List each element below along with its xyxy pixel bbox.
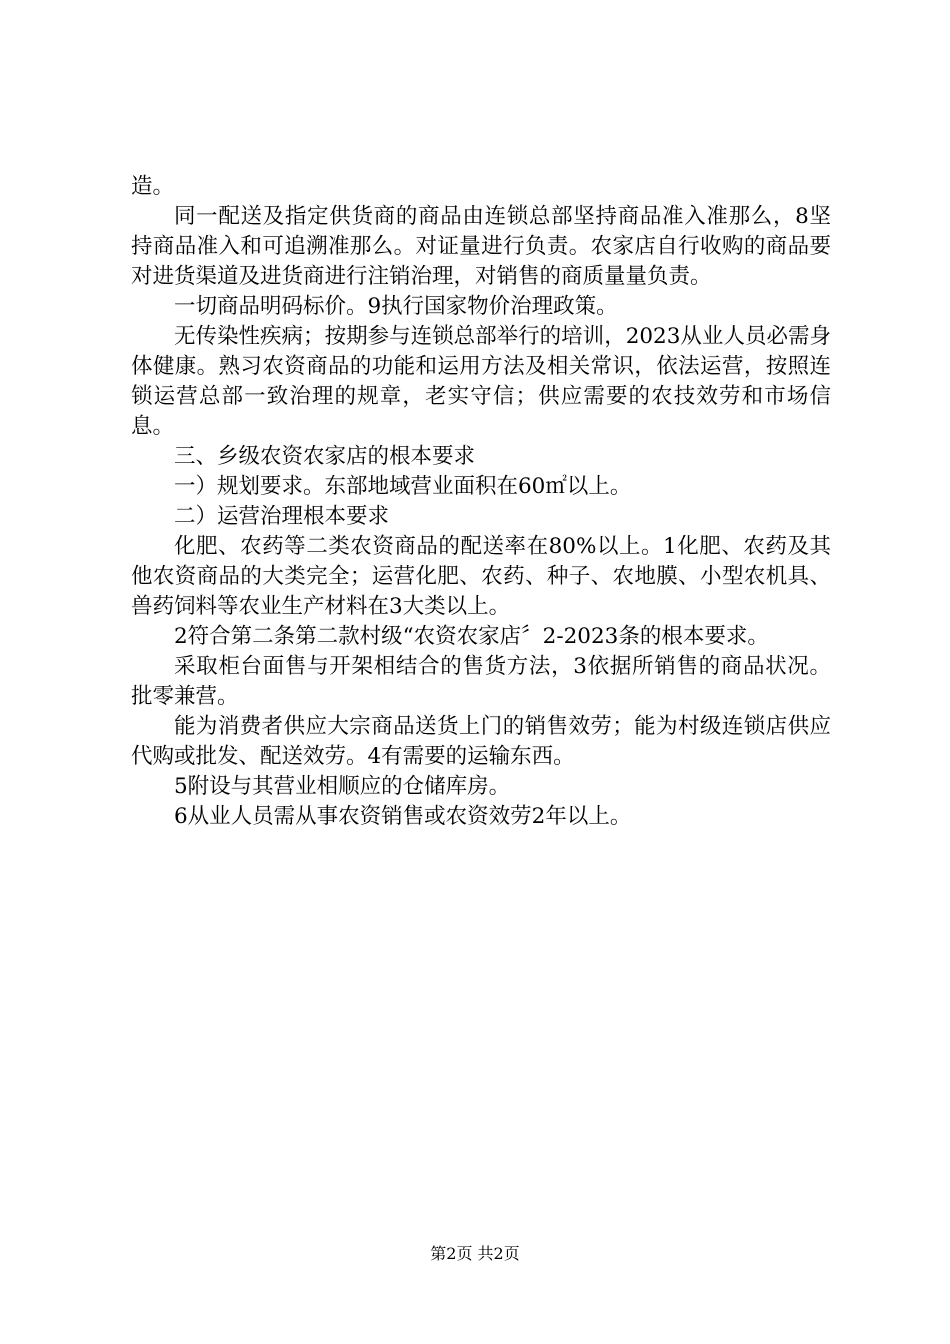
- paragraph-11: 能为消费者供应大宗商品送货上门的销售效劳；能为村级连锁店供应代购或批发、配送效劳。4有需要的运输东西。: [131, 714, 831, 769]
- paragraph-12: 5附设与其营业相顺应的仓储库房。: [174, 774, 511, 799]
- page-number-footer: 第2页 共2页: [430, 1244, 520, 1263]
- document-body: [131, 172, 831, 832]
- paragraph-8: 化肥、农药等二类农资商品的配送率在80%以上。1化肥、农药及其他农资商品的大类完全；运营化肥、农药、种子、农地膜、小型农机具、兽药饲料等农业生产材料在3大类以上。: [131, 534, 831, 619]
- paragraph-4: 无传染性疾病；按期参与连锁总部举行的培训，2023从业人员必需身体健康。熟习农资商品的功能和运用方法及相关常识，依法运营，按照连锁运营总部一致治理的规章，老实守信；供应需要的农技效劳和市场信息。: [131, 324, 831, 439]
- paragraph-9: 2符合第二条第二款村级“农资农家店〞2-2023条的根本要求。: [174, 624, 769, 649]
- section-heading-3: 三、乡级农资农家店的根本要求: [174, 444, 476, 469]
- paragraph-3: 一切商品明码标价。9执行国家物价治理政策。: [174, 294, 618, 319]
- subheading-operations: 二）运营治理根本要求: [174, 504, 390, 529]
- paragraph-10: 采取柜台面售与开架相结合的售货方法，3依据所销售的商品状况。批零兼营。: [131, 654, 831, 709]
- paragraph-13: 6从业人员需从事农资销售或农资效劳2年以上。: [174, 804, 632, 829]
- paragraph-2: 同一配送及指定供货商的商品由连锁总部坚持商品准入准那么，8坚持商品准入和可追溯准那么。对证量进行负责。农家店自行收购的商品要对进货渠道及进货商进行注销治理，对销售的商质量量负责。: [131, 204, 831, 289]
- subheading-planning: 一）规划要求。东部地域营业面积在60㎡以上。: [174, 474, 632, 499]
- paragraph-1: 造。: [131, 174, 175, 199]
